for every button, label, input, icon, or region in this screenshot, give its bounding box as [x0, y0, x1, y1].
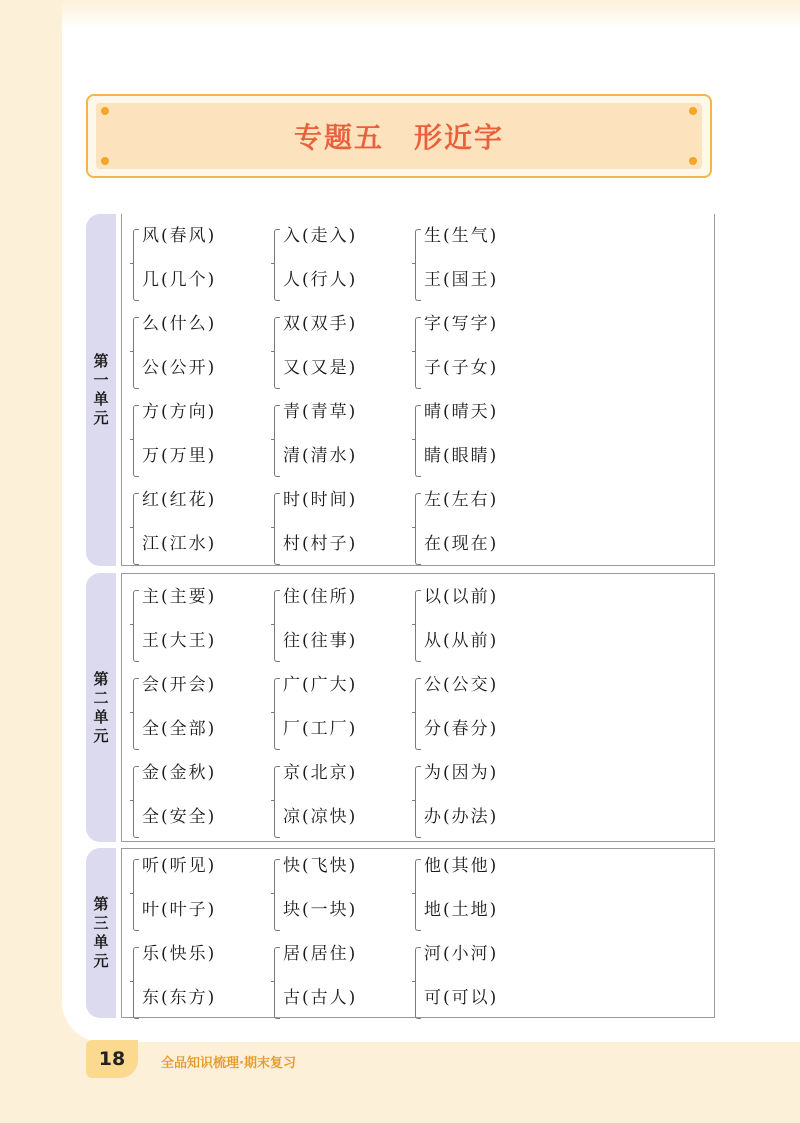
- char-entry: 河(小河): [424, 944, 499, 964]
- footer-separator: ·: [239, 1056, 244, 1071]
- footer-subtitle: 期末复习: [243, 1056, 296, 1071]
- top-band: [62, 0, 800, 28]
- brace-icon: [415, 229, 421, 301]
- word-column: [415, 856, 555, 1032]
- section-label: 第三单元: [93, 895, 109, 970]
- char-entry: 万(万里): [142, 446, 217, 466]
- char-entry: 厂(工厂): [283, 719, 358, 739]
- char-pair: [133, 226, 273, 314]
- char-pair: [133, 675, 273, 763]
- char-entry: 左(左右): [424, 490, 499, 510]
- char-entry: 王(大王): [142, 631, 217, 651]
- char-entry: 以(以前): [424, 587, 499, 607]
- char-entry: 广(广大): [283, 675, 358, 695]
- brace-icon: [274, 766, 280, 838]
- brace-icon: [133, 947, 139, 1019]
- char-entry: 快(飞快): [283, 856, 358, 876]
- brace-icon: [274, 678, 280, 750]
- char-entry: 睛(眼睛): [424, 446, 499, 466]
- char-pair: [133, 490, 273, 578]
- char-entry: 方(方向): [142, 402, 217, 422]
- footer-caption: [161, 1052, 296, 1071]
- char-entry: 从(从前): [424, 631, 499, 651]
- brace-icon: [415, 493, 421, 565]
- section-tab-unit-1: [86, 214, 116, 566]
- brace-icon: [133, 317, 139, 389]
- char-pair: [133, 314, 273, 402]
- char-pair: [415, 763, 555, 851]
- char-pair: [415, 314, 555, 402]
- brace-icon: [133, 859, 139, 931]
- brace-icon: [133, 405, 139, 477]
- word-column: [274, 856, 414, 1032]
- char-pair: [274, 944, 414, 1032]
- char-entry: 江(江水): [142, 534, 217, 554]
- char-entry: 村(村子): [283, 534, 358, 554]
- footer-brand: 全品知识梳理: [161, 1056, 240, 1071]
- word-column: [415, 226, 555, 578]
- title-banner: [86, 94, 712, 178]
- char-entry: 块(一块): [283, 900, 358, 920]
- page-title: 专题五 形近字: [293, 121, 504, 154]
- char-pair: [133, 944, 273, 1032]
- char-entry: 办(办法): [424, 807, 499, 827]
- brace-icon: [415, 859, 421, 931]
- char-entry: 人(行人): [283, 270, 358, 290]
- char-entry: 公(公开): [142, 358, 217, 378]
- section-box-unit-2: [121, 573, 715, 842]
- char-entry: 字(写字): [424, 314, 499, 334]
- brace-icon: [274, 317, 280, 389]
- brace-icon: [133, 766, 139, 838]
- brace-icon: [274, 405, 280, 477]
- brace-icon: [274, 493, 280, 565]
- char-pair: [274, 226, 414, 314]
- word-column: [415, 587, 555, 851]
- char-entry: 地(土地): [424, 900, 499, 920]
- brace-icon: [274, 859, 280, 931]
- char-pair: [274, 314, 414, 402]
- char-pair: [415, 856, 555, 944]
- char-entry: 入(走入): [283, 226, 358, 246]
- brace-icon: [133, 590, 139, 662]
- char-pair: [415, 944, 555, 1032]
- word-column: [274, 587, 414, 851]
- char-entry: 为(因为): [424, 763, 499, 783]
- char-pair: [274, 490, 414, 578]
- brace-icon: [415, 766, 421, 838]
- char-pair: [274, 587, 414, 675]
- char-entry: 在(现在): [424, 534, 499, 554]
- char-entry: 么(什么): [142, 314, 217, 334]
- char-entry: 居(居住): [283, 944, 358, 964]
- char-entry: 听(听见): [142, 856, 217, 876]
- char-pair: [274, 856, 414, 944]
- char-entry: 生(生气): [424, 226, 499, 246]
- char-entry: 凉(凉快): [283, 807, 358, 827]
- char-entry: 红(红花): [142, 490, 217, 510]
- char-entry: 清(清水): [283, 446, 358, 466]
- section-tab-unit-2: [86, 573, 116, 842]
- char-entry: 分(春分): [424, 719, 499, 739]
- char-entry: 主(主要): [142, 587, 217, 607]
- char-entry: 京(北京): [283, 763, 358, 783]
- char-pair: [274, 402, 414, 490]
- char-entry: 他(其他): [424, 856, 499, 876]
- char-pair: [133, 402, 273, 490]
- brace-icon: [415, 678, 421, 750]
- char-entry: 公(公交): [424, 675, 499, 695]
- section-box-unit-3: [121, 848, 715, 1018]
- char-entry: 晴(晴天): [424, 402, 499, 422]
- char-entry: 几(几个): [142, 270, 217, 290]
- section-label: 第一单元: [93, 352, 109, 427]
- char-entry: 王(国王): [424, 270, 499, 290]
- char-entry: 往(往事): [283, 631, 358, 651]
- char-pair: [274, 763, 414, 851]
- char-entry: 青(青草): [283, 402, 358, 422]
- char-entry: 风(春风): [142, 226, 217, 246]
- char-entry: 双(双手): [283, 314, 358, 334]
- brace-icon: [415, 947, 421, 1019]
- char-entry: 又(又是): [283, 358, 358, 378]
- char-entry: 全(全部): [142, 719, 217, 739]
- char-pair: [415, 587, 555, 675]
- section-label: 第二单元: [93, 669, 109, 745]
- char-pair: [133, 587, 273, 675]
- word-column: [133, 856, 273, 1032]
- brace-icon: [415, 590, 421, 662]
- char-entry: 时(时间): [283, 490, 358, 510]
- section-tab-unit-3: [86, 848, 116, 1018]
- char-entry: 金(金秋): [142, 763, 217, 783]
- char-pair: [133, 763, 273, 851]
- char-pair: [415, 402, 555, 490]
- brace-icon: [274, 229, 280, 301]
- char-entry: 叶(叶子): [142, 900, 217, 920]
- char-entry: 子(子女): [424, 358, 499, 378]
- char-entry: 东(东方): [142, 988, 217, 1008]
- brace-icon: [274, 947, 280, 1019]
- page-number: 18: [86, 1040, 138, 1078]
- section-box-unit-1: [121, 214, 715, 566]
- brace-icon: [415, 405, 421, 477]
- char-entry: 全(安全): [142, 807, 217, 827]
- char-pair: [415, 490, 555, 578]
- char-pair: [133, 856, 273, 944]
- char-entry: 古(古人): [283, 988, 358, 1008]
- brace-icon: [133, 493, 139, 565]
- char-entry: 住(住所): [283, 587, 358, 607]
- char-entry: 可(可以): [424, 988, 499, 1008]
- word-column: [133, 226, 273, 578]
- word-column: [274, 226, 414, 578]
- brace-icon: [133, 678, 139, 750]
- word-column: [133, 587, 273, 851]
- char-pair: [415, 675, 555, 763]
- char-entry: 乐(快乐): [142, 944, 217, 964]
- char-entry: 会(开会): [142, 675, 217, 695]
- brace-icon: [133, 229, 139, 301]
- char-pair: [415, 226, 555, 314]
- brace-icon: [415, 317, 421, 389]
- brace-icon: [274, 590, 280, 662]
- char-pair: [274, 675, 414, 763]
